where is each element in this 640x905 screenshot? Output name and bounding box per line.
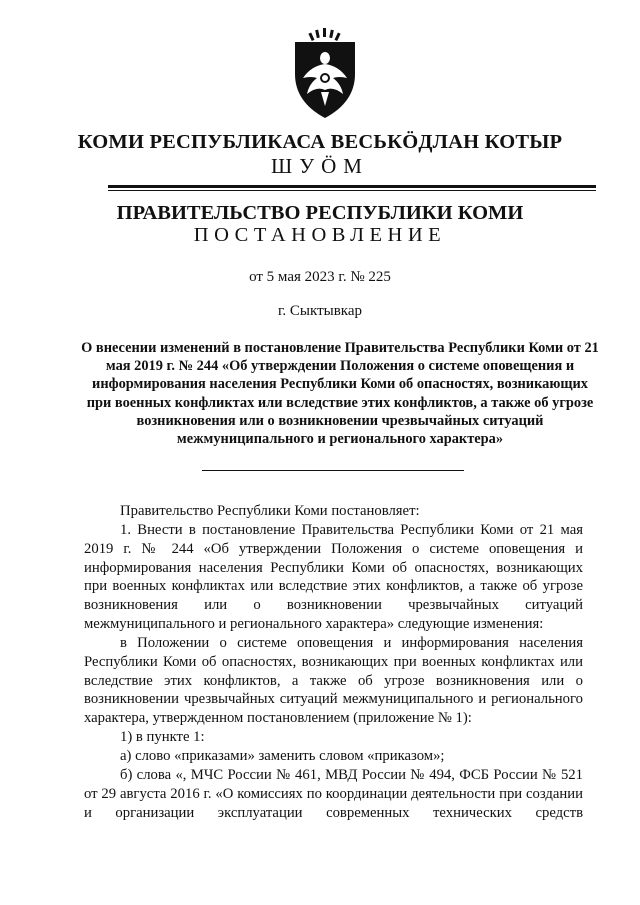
paragraph-4: а) слово «приказами» заменить словом «приказом»; — [120, 747, 445, 764]
title-underline — [202, 470, 464, 471]
paragraph-preamble: Правительство Республики Коми постановляет: — [120, 503, 420, 519]
header-rule-thin — [108, 190, 596, 191]
shuom-heading: ШУӦМ — [271, 154, 369, 178]
header-rule-thick — [108, 185, 596, 188]
city: г. Сыктывкар — [277, 303, 363, 319]
government-heading: ПРАВИТЕЛЬСТВО РЕСПУБЛИКИ КОМИ — [116, 202, 524, 224]
document-body — [84, 502, 583, 822]
paragraph-3: 1) в пункте 1: — [120, 729, 205, 746]
date-number: от 5 мая 2023 г. № 225 — [249, 269, 391, 285]
decree-heading: ПОСТАНОВЛЕНИЕ — [193, 224, 447, 246]
republic-komi-heading: КОМИ РЕСПУБЛИКАСА ВЕСЬКӦДЛАН КОТЫР — [77, 131, 563, 153]
paragraph-1: 1. Внести в постановление Правительства Республики Коми от 21 мая 2019 г. № 244 «Об утверждении Положения о системе оповещения и информирования населения Республики Коми об опасностях, возникающих при военных конфликтах или вследствие этих конфликтов, а также об угрозе возникновения или о возникновении чрезвычайных ситуаций межмуниципального и регионального характера» следующие изменения: — [84, 521, 583, 633]
coat-of-arms-icon — [289, 28, 361, 120]
document-title: О внесении изменений в постановление Правительства Республики Коми от 21 мая 2019 г. № 244 «Об утверждении Положения о системе оповещения и информирования населения Республики Коми об опасностях, возникающих при военных конфликтах или вследствие этих конфликтов, а также об угрозе возникновения или о возникновении чрезвычайных ситуаций межмуниципального и регионального характера» — [81, 340, 599, 448]
paragraph-5: б) слова «, МЧС России № 461, МВД России № 494, ФСБ России № 521 от 29 августа 2016 г. «О комиссиях по координации деятельности при создании и организации эксплуатации современных технических средств — [84, 766, 583, 821]
paragraph-2: в Положении о системе оповещения и информирования населения Республики Коми об опасностях, возникающих при военных конфликтах или вследствие этих конфликтов, а также об угрозе возникновения или о возникновении чрезвычайных ситуаций межмуниципального и регионального характера, утвержденном постановлением (приложение № 1): — [84, 634, 583, 727]
